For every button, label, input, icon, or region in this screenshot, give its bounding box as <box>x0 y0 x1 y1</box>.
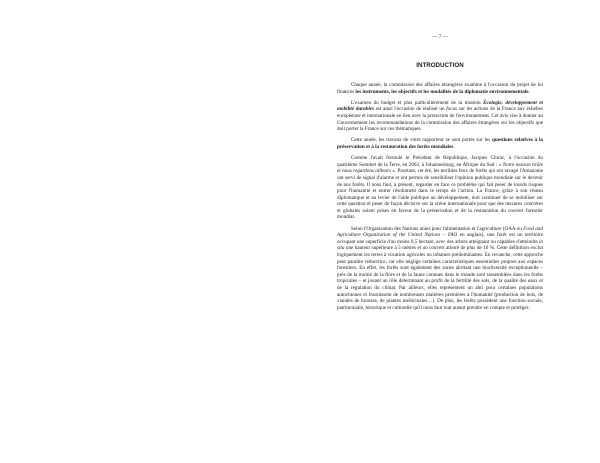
text-run: sur les actions de la France aux échelles européenne et internationale en lien avec la protection de l'environnement. Cet avis vise à donner au Gouvernement les recommandations de la commission des affaires étrangères sur les objectifs que doit porter la France sur ces thématiques. <box>337 106 544 133</box>
text-run: les instruments, les objectifs et les modalités de la diplomatie environnementale <box>355 88 529 95</box>
text-run: L'examen du budget et plus particulièrement de la mission <box>351 99 484 106</box>
text-run: Selon l'Organisation des Nations unies pour l'alimentation et l'agriculture (OAA ou <box>351 225 524 232</box>
text-run: . <box>453 143 455 150</box>
paragraph <box>337 137 543 150</box>
text-run: focus <box>446 106 458 113</box>
text-run: questions relatives à la préservation et à la restauration des forêts mondiales <box>337 137 543 150</box>
text-run: in situ <box>337 238 543 252</box>
paragraph <box>337 82 543 95</box>
text-run: Notre maison brûle et nous regardons ailleurs <box>337 161 544 175</box>
text-run: une hauteur supérieure à 5 mètres et un couvert arboré de plus de 10 %. Cette définition exclut logiquement les terres à vocation agricoles ou urbaines prédominantes. En revanche, cette approche peut paraître réductrice, car elle néglige certaines caractéristiques essentielles propres aux espaces forestiers. En effet, les forêts sont également des zones abritant une biodiversité exceptionnelle – près de la moitié de la flore et de la faune connues dans le monde sont rassemblées dans les forêts tropicales – et jouant un rôle déterminant au profit de la fertilité des sols, de la qualité des eaux et de la régulation du climat. Par ailleurs, elles représentent un abri pour certaines populations autochtones et fournissent de nombreuses matières premières à l'humanité (production de bois, de viandes de brousse, de plantes médicinales…). De plus, les forêts possèdent une fonction sociale, patrimoniale, historique et culturelle qu'il nous faut tout autant prendre en compte et protéger. <box>337 245 543 311</box>
text-run: Écologie, développement et mobilité durables <box>337 99 543 113</box>
paragraph <box>337 155 543 221</box>
text-run: est ainsi l'occasion de réaliser un <box>374 106 447 113</box>
body-text <box>337 82 543 311</box>
section-heading: INTRODUCTION <box>416 62 464 69</box>
text-run: Cette année, les travaux de votre rapporteur se sont portés sur les <box>351 137 492 144</box>
text-run: Chaque année, la commission des affaires étrangères examine à l'occasion du projet de loi finances <box>337 82 543 95</box>
text-run: Food and Agriculture Organization of the United Nations – FAO <box>337 225 543 239</box>
paragraph <box>337 100 543 133</box>
text-run: en anglais), une forêt est un territoire occupant une superficie d'au moins 0,5 hectare, avec des arbres atteignant ou capables d'atteindre <box>337 232 543 245</box>
document-page <box>337 34 543 316</box>
text-run: ». Pourtant, cet été, les terribles feux de forêts qui ont ravagé l'Amazonie ont servi de signal d'alarme et ont permis de sensibiliser l'opinion publique mondiale sur le devenir de nos forêts. Il nous faut, à présent, regarder en face ce problème qui fait peser de lourds risques pour l'humanité et entrer résolument dans le temps de l'action. La France, grâce à son réseau diplomatique et au levier de l'aide publique au développement, doit continuer de se mobiliser sur cette question et peser de façon décisive sur la scène internationale pour que des mesures concrètes et globales soient prises en faveur de la préservation et de la restauration du couvert forestier mondial. <box>337 168 543 221</box>
text-run: . <box>528 88 530 95</box>
page-number: — 7 — <box>432 34 448 40</box>
text-run: Comme l'avait formulé le Président de République, Jacques Chirac, à l'occasion du quatrième Sommet de la Terre, en 2002, à Johannesburg, en Afrique du Sud : « <box>337 155 543 168</box>
paragraph <box>337 226 543 312</box>
